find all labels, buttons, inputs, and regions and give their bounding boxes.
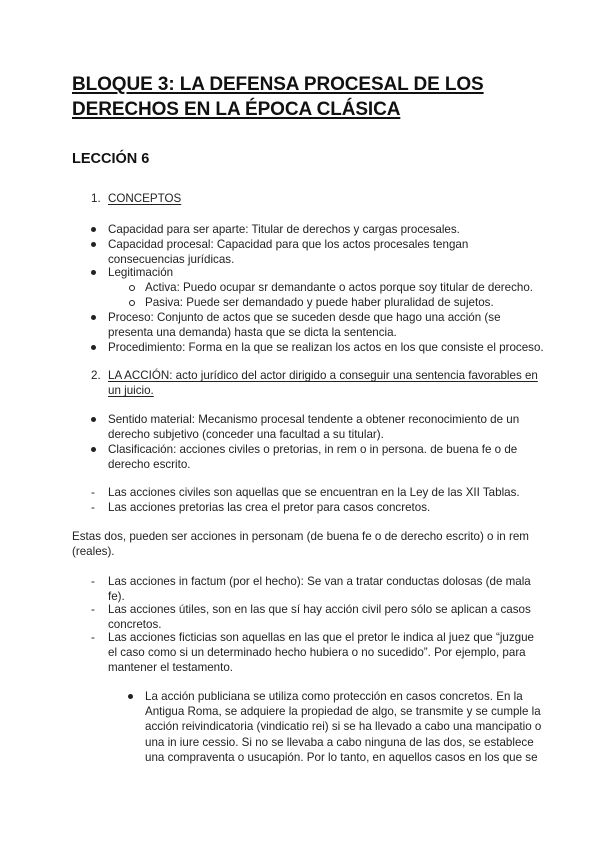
bullet-icon	[91, 242, 96, 247]
dash-item-text: Las acciones ficticias son aquellas en las que el pretor le indica al juez que “juzgue	[108, 631, 535, 644]
dash-item: - Las acciones in factum (por el hecho): Se van a tratar conductas dolosas (de mala fe).	[91, 575, 531, 604]
dash-item-text: Las acciones pretorias las crea el pretor para casos concretos.	[108, 501, 431, 514]
dash-item-text: fe).	[108, 590, 125, 604]
document-title: BLOQUE 3: LA DEFENSA PROCESAL DE LOS DERECHOS EN LA ÉPOCA CLÁSICA	[72, 74, 484, 120]
list-item-text: Capacidad procesal: Capacidad para que los actos procesales tengan	[108, 238, 469, 251]
bullet-icon	[128, 694, 133, 699]
sub-list-item	[145, 280, 533, 295]
dash-item: - Las acciones útiles, son en las que sí hay acción civil pero sólo se aplican a casos concretos.	[91, 603, 531, 632]
section-1-title: CONCEPTOS	[108, 192, 182, 205]
dash-item: - Las acciones pretorias las crea el pretor para casos concretos.	[91, 501, 431, 514]
nested-list-item	[145, 689, 541, 765]
dash-item-text: Las acciones civiles son aquellas que se encuentran en la Ley de las XII Tablas.	[108, 486, 520, 499]
list-item-text: derecho subjetivo (conceder una facultad a su titular).	[108, 428, 384, 442]
lesson-heading: LECCIÓN 6	[72, 151, 150, 167]
bullet-icon	[91, 447, 96, 452]
hollow-bullet-icon	[129, 285, 135, 291]
dash-item-text: concretos.	[108, 618, 162, 632]
list-item	[108, 237, 468, 267]
list-item-text: Capacidad para ser aparte: Titular de derechos y cargas procesales.	[108, 223, 460, 236]
dash-item-text: Las acciones útiles, son en las que sí hay acción civil pero sólo se aplican a casos	[108, 603, 531, 616]
list-item-text: Procedimiento: Forma en la que se realizan los actos en los que consiste el proceso.	[108, 341, 544, 354]
list-item-text: Clasificación: acciones civiles o pretorias, in rem o in persona. de buena fe o de	[108, 443, 518, 456]
list-item	[108, 265, 173, 280]
list-item	[108, 222, 460, 237]
section-1-number: 1.	[91, 192, 101, 205]
paragraph	[72, 529, 529, 559]
section-2-heading	[91, 368, 538, 398]
nested-list-item-text: una compraventa o usucapión. Por lo tanto, en aquellos casos en los que se	[145, 750, 538, 764]
hollow-bullet-icon	[129, 300, 135, 306]
section-2-title: LA ACCIÓN: acto jurídico del actor dirigido a conseguir una sentencia favorables en	[108, 369, 538, 382]
list-item-text: Proceso: Conjunto de actos que se suceden desde que hago una acción (se	[108, 311, 501, 324]
bullet-icon	[91, 227, 96, 232]
bullet-icon	[91, 417, 96, 422]
dash-item-text: Las acciones in factum (por el hecho): Se van a tratar conductas dolosas (de mala	[108, 575, 531, 588]
bullet-icon	[91, 345, 96, 350]
list-item	[108, 310, 501, 340]
bullet-icon	[91, 315, 96, 320]
nested-list-item-text: Antigua Roma, se adquiere la propiedad de algo, se transmite y se cumple la	[145, 705, 541, 719]
sub-list-item-text: Activa: Puedo ocupar sr demandante o actos porque soy titular de derecho.	[145, 281, 533, 294]
list-item-text: Sentido material: Mecanismo procesal tendente a obtener reconocimiento de un	[108, 413, 520, 426]
list-item-text: consecuencias jurídicas.	[108, 253, 235, 267]
list-item-text: derecho escrito.	[108, 458, 191, 472]
bullet-icon	[91, 270, 96, 275]
dash-item-text: mantener el testamento.	[108, 661, 234, 675]
section-2-title: un juicio.	[108, 384, 154, 398]
nested-list-item-text: La acción publiciana se utiliza como protección en casos concretos. En la	[145, 690, 523, 703]
section-2-number: 2.	[91, 369, 101, 382]
dash-item: - Las acciones civiles son aquellas que se encuentran en la Ley de las XII Tablas.	[91, 486, 520, 499]
dash-item-text: el caso como si un determinado hecho hubiera o no sucedido”. Por ejemplo, para	[108, 646, 526, 660]
list-item	[108, 412, 519, 442]
nested-list-item-text: acción reivindicatoria (vindicatio rei) si se ha llevado a cabo una mancipatio o	[145, 720, 542, 734]
sub-list-item	[145, 295, 494, 310]
paragraph-line: (reales).	[72, 545, 115, 559]
section-1-heading	[91, 191, 182, 206]
list-item	[108, 442, 517, 472]
paragraph-line: Estas dos, pueden ser acciones in personam (de buena fe o de derecho escrito) o in rem	[72, 530, 529, 543]
list-item-text: Legitimación	[108, 266, 174, 279]
list-item-text: presenta una demanda) hasta que se dicta la sentencia.	[108, 326, 397, 340]
list-item	[108, 340, 544, 355]
nested-list-item-text: una in iure cessio. Si no se llevaba a cabo ninguna de las dos, se establece	[145, 735, 534, 749]
sub-list-item-text: Pasiva: Puede ser demandado y puede haber pluralidad de sujetos.	[145, 296, 494, 309]
dash-item: - Las acciones ficticias son aquellas en las que el pretor le indica al juez que “juzgue el caso como si un determinado hecho hubiera o no sucedido”. Por ejemplo, para mantener el testamento.	[91, 631, 535, 675]
